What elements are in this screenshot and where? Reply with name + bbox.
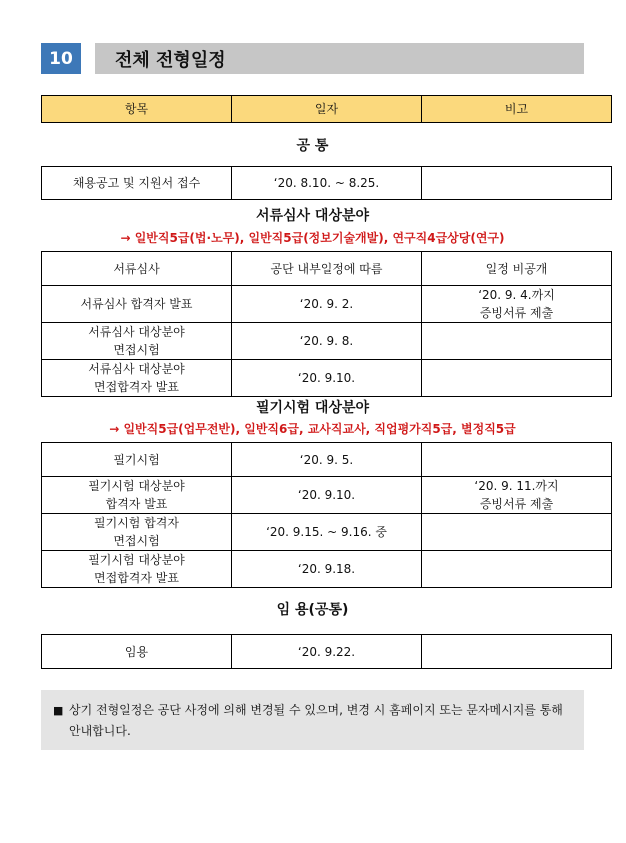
header-note: 비고: [422, 96, 612, 123]
row-note: [422, 551, 612, 588]
row-item: 서류심사 대상분야 면접시험: [42, 323, 232, 360]
row-date: ‘20. 9.15. ~ 9.16. 중: [232, 514, 422, 551]
row-note: ‘20. 9. 4.까지 증빙서류 제출: [422, 286, 612, 323]
header-item: 항목: [42, 96, 232, 123]
table-row: [42, 286, 612, 323]
header-table: [41, 95, 612, 123]
table-row: [42, 551, 612, 588]
row-item: 필기시험 합격자 면접시험: [42, 514, 232, 551]
row-item: 임용: [42, 635, 232, 669]
row-note: [422, 514, 612, 551]
row-date: ‘20. 9.18.: [232, 551, 422, 588]
row-note: [422, 323, 612, 360]
table-row: [42, 443, 612, 477]
table-row: [42, 252, 612, 286]
row-date: ‘20. 9. 5.: [232, 443, 422, 477]
row-date: ‘20. 9.10.: [232, 477, 422, 514]
row-date: 공단 내부일정에 따름: [232, 252, 422, 286]
row-date: ‘20. 9. 8.: [232, 323, 422, 360]
written-title: 필기시험 대상분야: [255, 400, 370, 416]
row-date: ‘20. 8.10. ~ 8.25.: [232, 167, 422, 200]
section-title: 전체 전형일정: [95, 43, 584, 74]
appointment-title: 임 용(공통): [276, 602, 349, 618]
document-subtitle: → 일반직5급(법·노무), 일반직5급(정보기술개발), 연구직4급상당(연구): [120, 231, 505, 245]
table-row: [42, 514, 612, 551]
row-item: 채용공고 및 지원서 접수: [42, 167, 232, 200]
row-note: [422, 167, 612, 200]
row-item: 서류심사 대상분야 면접합격자 발표: [42, 360, 232, 397]
table-row: [42, 167, 612, 200]
document-table: [41, 251, 612, 397]
footnote-box: [41, 690, 584, 750]
common-table: [41, 166, 612, 200]
written-subtitle: → 일반직5급(업무전반), 일반직6급, 교사직교사, 직업평가직5급, 별정직5급: [109, 422, 516, 436]
row-date: ‘20. 9.10.: [232, 360, 422, 397]
common-title: 공 통: [296, 138, 329, 154]
row-item: 서류심사: [42, 252, 232, 286]
footnote-text: 상기 전형일정은 공단 사정에 의해 변경될 수 있으며, 변경 시 홈페이지 또는 문자메시지를 통해 안내합니다.: [69, 703, 563, 738]
document-title: 서류심사 대상분야: [255, 208, 370, 224]
row-date: ‘20. 9. 2.: [232, 286, 422, 323]
table-row: [42, 477, 612, 514]
row-note: ‘20. 9. 11.까지 증빙서류 제출: [422, 477, 612, 514]
row-item: 필기시험: [42, 443, 232, 477]
row-date: ‘20. 9.22.: [232, 635, 422, 669]
appointment-table: [41, 634, 612, 669]
section-number: 10: [41, 43, 81, 74]
row-note: [422, 443, 612, 477]
bullet-icon: ■: [53, 704, 64, 717]
table-row: [42, 323, 612, 360]
table-row: [42, 635, 612, 669]
table-row: [42, 360, 612, 397]
row-item: 필기시험 대상분야 합격자 발표: [42, 477, 232, 514]
row-item: 서류심사 합격자 발표: [42, 286, 232, 323]
written-table: [41, 442, 612, 588]
row-note: [422, 360, 612, 397]
header-date: 일자: [232, 96, 422, 123]
row-item: 필기시험 대상분야 면접합격자 발표: [42, 551, 232, 588]
row-note: 일정 비공개: [422, 252, 612, 286]
row-note: [422, 635, 612, 669]
